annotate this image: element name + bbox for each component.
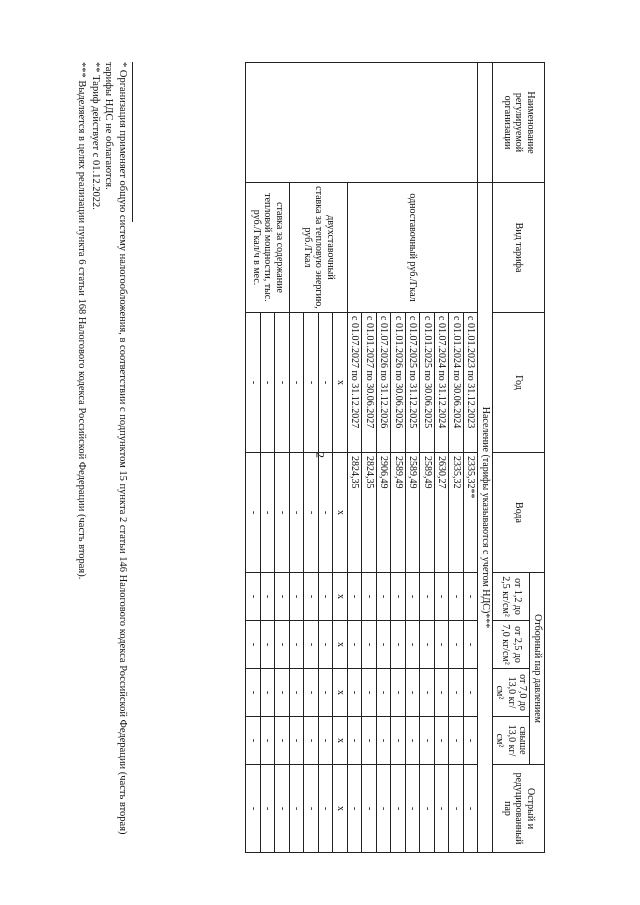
steam-cell: - xyxy=(261,573,276,621)
water-cell: 2824,35 xyxy=(348,453,363,573)
sharp-steam-cell: х xyxy=(333,765,348,853)
energy-rate-label xyxy=(290,183,348,313)
header-steam-group: Отборный пар давлением xyxy=(530,573,545,765)
steam-cell: - xyxy=(406,717,421,765)
steam-cell: - xyxy=(348,669,363,717)
steam-cell: - xyxy=(449,573,464,621)
header-steam-1: от 1,2 до 2,5 кг/см² xyxy=(493,573,531,621)
steam-cell: - xyxy=(319,669,334,717)
steam-cell: - xyxy=(290,573,305,621)
water-cell: - xyxy=(275,453,290,573)
sharp-steam-cell: - xyxy=(290,765,305,853)
steam-cell: - xyxy=(449,717,464,765)
steam-cell: - xyxy=(348,573,363,621)
steam-cell: - xyxy=(406,573,421,621)
steam-cell: - xyxy=(449,621,464,669)
sharp-steam-cell: - xyxy=(261,765,276,853)
period-cell: с 01.01.2027 по 30.06.2027 xyxy=(362,313,377,453)
footnote-1: * Организация применяет общую систему налогообложения, в соответствии с подпунктом 15 пункта 2 статьи 146 Налогового кодекса Российской Федерации (часть вторая) тарифы НДС не облагаются. xyxy=(103,62,128,835)
water-cell: 2906,49 xyxy=(377,453,392,573)
steam-cell: - xyxy=(246,573,261,621)
water-cell: 2589,49 xyxy=(391,453,406,573)
header-year: Год xyxy=(493,313,545,453)
steam-cell: - xyxy=(420,669,435,717)
steam-cell: - xyxy=(275,669,290,717)
one-part-tariff-label-text: одноставочный руб./Гкал xyxy=(407,193,419,302)
steam-cell: - xyxy=(406,621,421,669)
header-organization: Наименование регулируемой организации xyxy=(493,63,545,183)
energy-rate-label-text: ставка за тепловую энергию, руб./Гкал xyxy=(301,186,325,309)
water-cell: 2589,49 xyxy=(406,453,421,573)
steam-cell: - xyxy=(377,669,392,717)
sharp-steam-cell: - xyxy=(464,765,479,853)
steam-cell: - xyxy=(420,717,435,765)
steam-cell: - xyxy=(319,621,334,669)
steam-cell: - xyxy=(261,669,276,717)
period-cell: с 01.07.2026 по 31.12.2026 xyxy=(377,313,392,453)
water-cell: - xyxy=(290,453,305,573)
sharp-steam-cell: - xyxy=(435,765,450,853)
period-cell: - xyxy=(319,313,334,453)
steam-cell: - xyxy=(362,717,377,765)
steam-cell: - xyxy=(275,717,290,765)
water-cell: 2335,32 xyxy=(449,453,464,573)
period-cell: - xyxy=(261,313,276,453)
sharp-steam-cell: - xyxy=(246,765,261,853)
section-title: Население (тарифы указываются с учетом НДС)*** xyxy=(478,183,493,853)
org-cell-empty xyxy=(478,63,493,183)
steam-cell: - xyxy=(304,573,319,621)
steam-cell: - xyxy=(435,573,450,621)
steam-cell: - xyxy=(377,717,392,765)
sharp-steam-cell: - xyxy=(304,765,319,853)
steam-cell: - xyxy=(391,573,406,621)
footnote-divider xyxy=(132,62,133,222)
period-cell: с 01.07.2024 по 31.12.2024 xyxy=(435,313,450,453)
period-cell: с 01.01.2026 по 30.06.2026 xyxy=(391,313,406,453)
one-part-tariff-label xyxy=(348,183,479,313)
steam-cell: - xyxy=(246,669,261,717)
two-part-tariff-label: двухставочный xyxy=(324,215,336,280)
steam-cell: - xyxy=(290,717,305,765)
steam-cell: - xyxy=(377,621,392,669)
water-cell: 2824,35 xyxy=(362,453,377,573)
steam-cell: - xyxy=(391,669,406,717)
sharp-steam-cell: - xyxy=(377,765,392,853)
steam-cell: - xyxy=(420,621,435,669)
period-cell: - xyxy=(290,313,305,453)
steam-cell: - xyxy=(435,717,450,765)
period-cell: - xyxy=(275,313,290,453)
footnotes xyxy=(74,62,133,842)
sharp-steam-cell: - xyxy=(362,765,377,853)
capacity-rate-label xyxy=(246,183,290,313)
sharp-steam-cell: - xyxy=(449,765,464,853)
header-tariff-type: Вид тарифа xyxy=(493,183,545,313)
period-cell: х xyxy=(333,313,348,453)
steam-cell: - xyxy=(391,621,406,669)
steam-cell: - xyxy=(435,669,450,717)
footnote-2: ** Тариф действует с 01.12.2022. xyxy=(89,62,101,210)
steam-cell: - xyxy=(304,621,319,669)
period-cell: - xyxy=(246,313,261,453)
steam-cell: - xyxy=(377,573,392,621)
water-cell: - xyxy=(246,453,261,573)
steam-cell: - xyxy=(246,717,261,765)
steam-cell: - xyxy=(275,573,290,621)
sharp-steam-cell: - xyxy=(406,765,421,853)
capacity-rate-label-text: ставка за содержание тепловой мощности, тыс. руб./Гкал/ч в мес. xyxy=(251,193,285,302)
period-cell: с 01.01.2025 по 30.06.2025 xyxy=(420,313,435,453)
steam-cell: - xyxy=(304,669,319,717)
steam-cell: - xyxy=(261,621,276,669)
water-cell: 2630,27 xyxy=(435,453,450,573)
header-water: Вода xyxy=(493,453,545,573)
steam-cell: - xyxy=(449,669,464,717)
steam-cell: - xyxy=(464,573,479,621)
steam-cell: - xyxy=(348,621,363,669)
header-steam-3: от 7,0 до 13,0 кг/см² xyxy=(493,669,531,717)
page-number: 2 xyxy=(313,452,328,458)
header-steam-2: от 2,5 до 7,0 кг/см² xyxy=(493,621,531,669)
steam-cell: х xyxy=(333,621,348,669)
sharp-steam-cell: - xyxy=(420,765,435,853)
steam-cell: х xyxy=(333,669,348,717)
steam-cell: - xyxy=(420,573,435,621)
period-cell: с 01.07.2025 по 31.12.2025 xyxy=(406,313,421,453)
steam-cell: - xyxy=(362,669,377,717)
steam-cell: - xyxy=(290,621,305,669)
sharp-steam-cell: - xyxy=(275,765,290,853)
steam-cell: - xyxy=(406,669,421,717)
header-steam-4: свыше 13,0 кг/см² xyxy=(493,717,531,765)
water-cell: - xyxy=(261,453,276,573)
water-cell: - xyxy=(319,453,334,573)
steam-cell: - xyxy=(464,669,479,717)
steam-cell: - xyxy=(464,621,479,669)
steam-cell: - xyxy=(246,621,261,669)
steam-cell: - xyxy=(275,621,290,669)
period-cell: с 01.01.2024 по 30.06.2024 xyxy=(449,313,464,453)
org-cell xyxy=(246,63,478,183)
header-sharp-steam: Острый и редуцированный пар xyxy=(493,765,545,853)
steam-cell: - xyxy=(319,717,334,765)
water-cell: 2589,49 xyxy=(420,453,435,573)
steam-cell: - xyxy=(435,621,450,669)
water-cell: - xyxy=(304,453,319,573)
steam-cell: - xyxy=(304,717,319,765)
steam-cell: - xyxy=(348,717,363,765)
footnote-3: *** Выделяется в целях реализации пункта 6 статьи 168 Налогового кодекса Российской Федерации (часть вторая). xyxy=(76,62,88,580)
steam-cell: - xyxy=(362,621,377,669)
period-cell: с 01.01.2023 по 31.12.2023 xyxy=(464,313,479,453)
steam-cell: - xyxy=(290,669,305,717)
steam-cell: - xyxy=(391,717,406,765)
steam-cell: - xyxy=(362,573,377,621)
water-cell: х xyxy=(333,453,348,573)
sharp-steam-cell: - xyxy=(348,765,363,853)
water-cell: 2335,32** xyxy=(464,453,479,573)
table-row xyxy=(464,63,479,853)
steam-cell: х xyxy=(333,573,348,621)
document-sheet xyxy=(76,52,555,852)
steam-cell: - xyxy=(319,573,334,621)
period-cell: с 01.07.2027 по 31.12.2027 xyxy=(348,313,363,453)
steam-cell: - xyxy=(261,717,276,765)
steam-cell: - xyxy=(464,717,479,765)
period-cell: - xyxy=(304,313,319,453)
sharp-steam-cell: - xyxy=(319,765,334,853)
sharp-steam-cell: - xyxy=(391,765,406,853)
steam-cell: х xyxy=(333,717,348,765)
tariff-table xyxy=(246,62,546,853)
